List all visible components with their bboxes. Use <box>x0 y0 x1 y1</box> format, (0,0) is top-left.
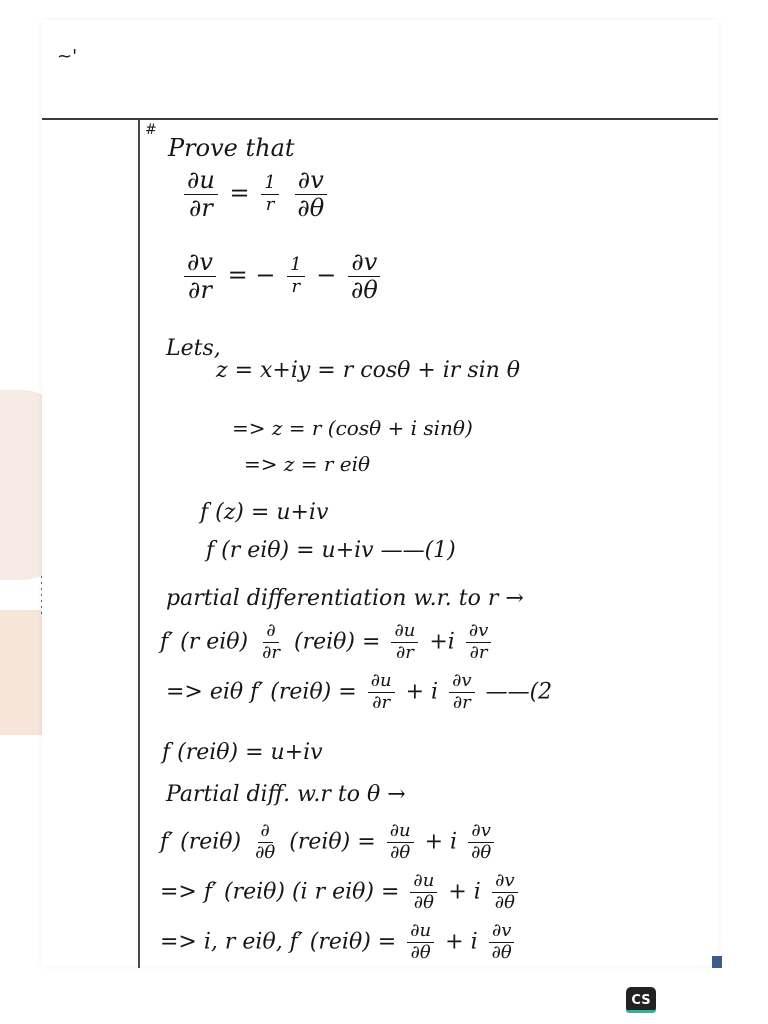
equals: = <box>380 879 400 905</box>
fraction <box>294 168 327 221</box>
numerator: ∂u <box>368 672 395 693</box>
plus-i: + i <box>405 679 439 705</box>
denominator: ∂r <box>262 641 281 663</box>
denominator: ∂r <box>395 641 414 663</box>
fraction <box>184 250 216 303</box>
plus-i: + i <box>424 829 458 855</box>
derivative-line-2 <box>166 672 552 713</box>
expression: (reiθ) <box>289 829 351 855</box>
numerator: ∂v <box>468 822 493 843</box>
fraction <box>259 622 283 663</box>
equals: = <box>229 179 250 208</box>
fraction <box>468 822 494 863</box>
numerator: ∂v <box>489 922 514 943</box>
denominator: r <box>291 276 301 298</box>
numerator: ∂u <box>387 822 414 843</box>
equation-tag: ——(2 <box>485 679 553 705</box>
denominator: ∂θ <box>491 941 512 963</box>
fraction <box>489 922 515 963</box>
numerator: ∂u <box>410 872 437 893</box>
denominator: ∂θ <box>410 941 431 963</box>
partial-wrt-theta: Partial diff. w.r to θ → <box>166 782 406 807</box>
heading: Prove that <box>168 134 295 162</box>
derivative-line-1 <box>160 622 495 663</box>
numerator: ∂v <box>492 872 517 893</box>
lets-label: Lets, <box>166 336 221 361</box>
numerator: 1 <box>261 174 278 195</box>
equals: = <box>338 679 357 705</box>
denominator: r <box>265 194 275 216</box>
partial-wrt-r: partial differentiation w.r. to r → <box>166 586 524 611</box>
numerator: ∂u <box>391 622 418 643</box>
corner-mark: ~' <box>57 46 78 67</box>
fraction <box>449 672 474 713</box>
denominator: ∂θ <box>390 841 411 863</box>
fraction <box>391 622 418 663</box>
expression: => i, r eiθ, f′ (reiθ) = <box>160 929 397 955</box>
margin-rule <box>138 120 140 968</box>
numerator: ∂ <box>258 822 273 843</box>
plus-i: + i <box>448 879 481 905</box>
header-rule <box>42 118 718 120</box>
denominator: ∂θ <box>471 841 492 863</box>
logo-accent <box>626 1010 656 1013</box>
expression: => f′ (reiθ) (i r eiθ) <box>160 879 374 905</box>
f-of-reio: f (r eiθ) = u+iv ——(1) <box>206 538 456 563</box>
numerator: ∂u <box>407 922 434 943</box>
fraction <box>492 872 518 913</box>
minus: − <box>316 261 337 290</box>
expression: f′ (reiθ) <box>160 829 242 855</box>
fraction <box>410 872 437 913</box>
derivative-line-5 <box>160 922 519 963</box>
numerator: ∂v <box>449 672 474 693</box>
equation-2 <box>180 250 385 303</box>
f-of-reio-2: f (reiθ) = u+iv <box>162 740 323 765</box>
equals: = − <box>227 261 276 290</box>
denominator: ∂r <box>452 691 471 713</box>
numerator: ∂u <box>184 168 218 195</box>
f-of-z: f (z) = u+iv <box>200 500 329 525</box>
denominator: ∂θ <box>413 891 434 913</box>
plus-i: +i <box>429 629 455 655</box>
equals: = <box>362 629 381 655</box>
z-polar: => z = r (cosθ + i sinθ) <box>232 416 473 440</box>
numerator: ∂v <box>348 250 380 277</box>
denominator: ∂θ <box>297 194 325 223</box>
numerator: ∂ <box>263 622 278 643</box>
fraction <box>261 174 278 215</box>
denominator: ∂r <box>469 641 488 663</box>
equation-1 <box>180 168 331 221</box>
derivative-line-4 <box>160 872 522 913</box>
denominator: ∂r <box>372 691 391 713</box>
numerator: ∂v <box>184 250 216 277</box>
fraction <box>252 822 278 863</box>
page-corner-mark <box>712 956 722 968</box>
z-definition: z = x+iy = r cosθ + ir sin θ <box>216 358 521 383</box>
numerator: ∂v <box>295 168 327 195</box>
expression: (reiθ) <box>294 629 356 655</box>
numerator: 1 <box>287 256 304 277</box>
expression: => eiθ f′ (reiθ) <box>166 679 332 705</box>
z-exponential: => z = r eiθ <box>244 452 371 476</box>
denominator: ∂r <box>188 194 213 223</box>
denominator: ∂θ <box>494 891 515 913</box>
fraction <box>184 168 218 221</box>
camscanner-logo: CS <box>626 987 656 1013</box>
derivative-line-3 <box>160 822 498 863</box>
denominator: ∂θ <box>255 841 276 863</box>
plus-i: + i <box>445 929 478 955</box>
fraction <box>368 672 395 713</box>
denominator: ∂r <box>188 276 212 305</box>
equals: = <box>357 829 376 855</box>
fraction <box>466 622 491 663</box>
expression: f′ (r eiθ) <box>160 629 249 655</box>
fraction <box>287 256 304 297</box>
numerator: ∂v <box>466 622 491 643</box>
fraction <box>387 822 414 863</box>
denominator: ∂θ <box>350 276 378 305</box>
fraction <box>348 250 381 303</box>
hash-mark: # <box>145 122 157 138</box>
fraction <box>407 922 434 963</box>
